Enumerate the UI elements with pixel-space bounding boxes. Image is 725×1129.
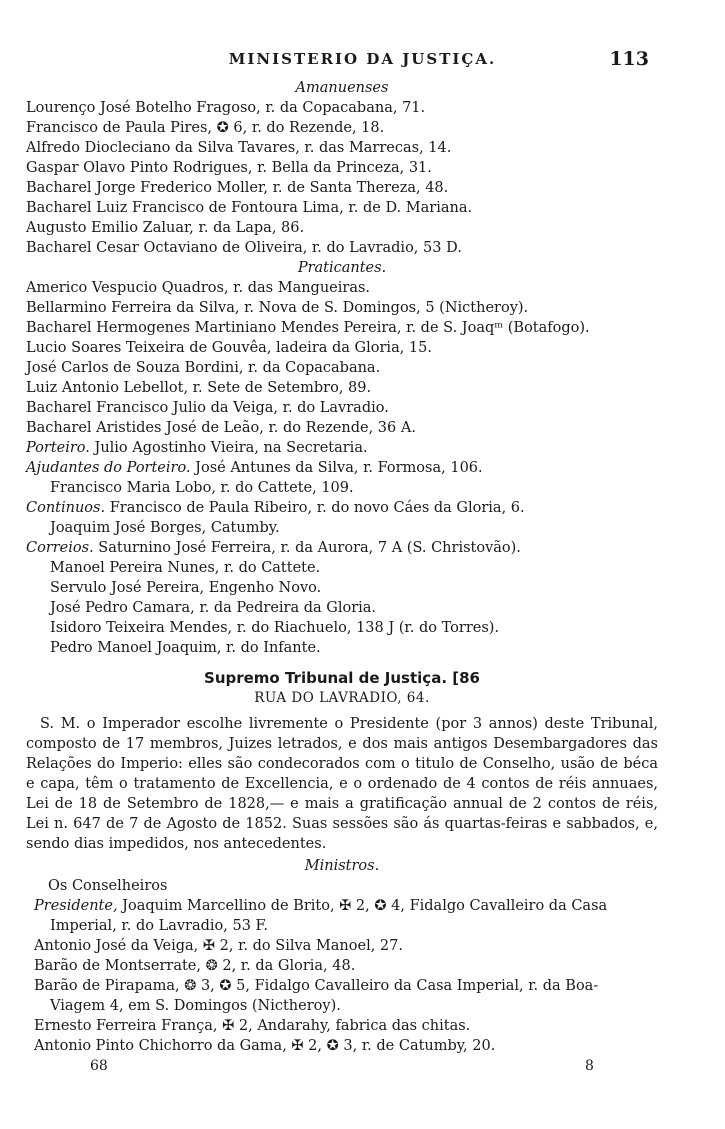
list-item: Bacharel Hermogenes Martiniano Mendes Pereira, r. de S. Joaqᵐ (Botafogo). <box>26 320 590 336</box>
porteiro-line <box>26 438 658 458</box>
list-item: Viagem 4, em S. Domingos (Nictheroy). <box>50 998 341 1014</box>
correios-text: Saturnino José Ferreira, r. da Aurora, 7 A (S. Christovão). <box>93 540 521 556</box>
list-item: Luiz Antonio Lebellot, r. Sete de Setembro, 89. <box>26 380 372 396</box>
continuos-text: Francisco de Paula Ribeiro, r. do novo Cáes da Gloria, 6. <box>105 500 525 516</box>
list-item: Bacharel Cesar Octaviano de Oliveira, r. do Lavradio, 53 D. <box>26 240 462 256</box>
page-number: 113 <box>609 48 649 70</box>
amanuenses-section <box>26 78 658 658</box>
tribunal-title: Supremo Tribunal de Justiça. [86 <box>204 669 480 687</box>
list-item: Bellarmino Ferreira da Silva, r. Nova de S. Domingos, 5 (Nictheroy). <box>26 300 529 316</box>
list-item: Antonio Pinto Chichorro da Gama, ✠ 2, ✪ 3, r. de Catumby, 20. <box>34 1038 496 1054</box>
correios-label: Correios. <box>26 540 94 556</box>
list-item: Barão de Montserrate, ❂ 2, r. da Gloria, 48. <box>34 958 356 974</box>
section-heading-ministros: Ministros. <box>304 858 380 874</box>
section-heading-praticantes: Praticantes. <box>297 260 387 276</box>
list-item: Bacharel Jorge Frederico Moller, r. de Santa Thereza, 48. <box>26 180 449 196</box>
continuos-label: Continuos. <box>26 500 106 516</box>
continuos-line <box>26 498 658 518</box>
list-item: Augusto Emilio Zaluar, r. da Lapa, 86. <box>26 220 305 236</box>
list-item: José Pedro Camara, r. da Pedreira da Gloria. <box>50 600 377 616</box>
presidente-line <box>26 896 658 916</box>
list-item: Bacharel Francisco Julio da Veiga, r. do Lavradio. <box>26 400 389 416</box>
list-item: Gaspar Olavo Pinto Rodrigues, r. Bella da Princeza, 31. <box>26 160 432 176</box>
tribunal-section <box>26 668 658 1056</box>
page-header <box>0 50 725 74</box>
ajudantes-line <box>26 458 658 478</box>
porteiro-text: Julio Agostinho Vieira, na Secretaria. <box>89 440 368 456</box>
list-item: Lourenço José Botelho Fragoso, r. da Copacabana, 71. <box>26 100 426 116</box>
list-item: Americo Vespucio Quadros, r. das Mangueiras. <box>26 280 371 296</box>
signature-mark-left: 68 <box>90 1058 108 1074</box>
list-item: Ernesto Ferreira França, ✠ 2, Andarahy, fabrica das chitas. <box>34 1018 471 1034</box>
running-title: MINISTERIO DA JUSTIÇA. <box>228 50 497 68</box>
list-item: Joaquim José Borges, Catumby. <box>50 520 280 536</box>
ministros-subheading: Os Conselheiros <box>48 878 168 894</box>
tribunal-paragraph: S. M. o Imperador escolhe livremente o Presidente (por 3 annos) deste Tribunal, composto de 17 membros, Juizes letrados, e dos mais antigos Desembargadores das Relações do Imperio: elles são condecorados com o titulo de Conselho, usão de béca e capa, têm o tratamento de Excellencia, e o ordenado de 4 contos de réis annuaes, Lei de 18 de Setembro de 1828,— e mais a gratificação annual de 2 contos de réis, Lei n. 647 de 7 de Agosto de 1852. Suas sessões são ás quartas-feiras e sabbados, e, sendo dias impedidos, nos antecedentes. <box>26 716 658 852</box>
section-heading-amanuenses: Amanuenses <box>295 80 389 96</box>
presidente-text: Joaquim Marcellino de Brito, ✠ 2, ✪ 4, Fidalgo Cavalleiro da Casa <box>117 898 608 914</box>
list-item: Barão de Pirapama, ❂ 3, ✪ 5, Fidalgo Cavalleiro da Casa Imperial, r. da Boa- <box>34 978 599 994</box>
ajudantes-text: José Antunes da Silva, r. Formosa, 106. <box>190 460 483 476</box>
list-item: Francisco de Paula Pires, ✪ 6, r. do Rezende, 18. <box>26 120 385 136</box>
list-item: Lucio Soares Teixeira de Gouvêa, ladeira da Gloria, 15. <box>26 340 432 356</box>
list-item: Bacharel Luiz Francisco de Fontoura Lima, r. de D. Mariana. <box>26 200 473 216</box>
ajudantes-label: Ajudantes do Porteiro. <box>26 460 191 476</box>
list-item: Isidoro Teixeira Mendes, r. do Riachuelo, 138 J (r. do Torres). <box>50 620 500 636</box>
list-item: Servulo José Pereira, Engenho Novo. <box>50 580 322 596</box>
list-item: Pedro Manoel Joaquim, r. do Infante. <box>50 640 321 656</box>
signature-mark-right: 8 <box>585 1058 594 1074</box>
list-item: Manoel Pereira Nunes, r. do Cattete. <box>50 560 321 576</box>
correios-line <box>26 538 658 558</box>
list-item: Bacharel Aristides José de Leão, r. do Rezende, 36 A. <box>26 420 416 436</box>
list-item: José Carlos de Souza Bordini, r. da Copacabana. <box>26 360 381 376</box>
tribunal-address: RUA DO LAVRADIO, 64. <box>254 690 430 706</box>
porteiro-label: Porteiro. <box>26 440 90 456</box>
list-item: Alfredo Diocleciano da Silva Tavares, r. das Marrecas, 14. <box>26 140 452 156</box>
list-item: Antonio José da Veiga, ✠ 2, r. do Silva Manoel, 27. <box>34 938 403 954</box>
presidente-label: Presidente, <box>34 898 118 914</box>
list-item: Imperial, r. do Lavradio, 53 F. <box>50 918 268 934</box>
list-item: Francisco Maria Lobo, r. do Cattete, 109. <box>50 480 354 496</box>
